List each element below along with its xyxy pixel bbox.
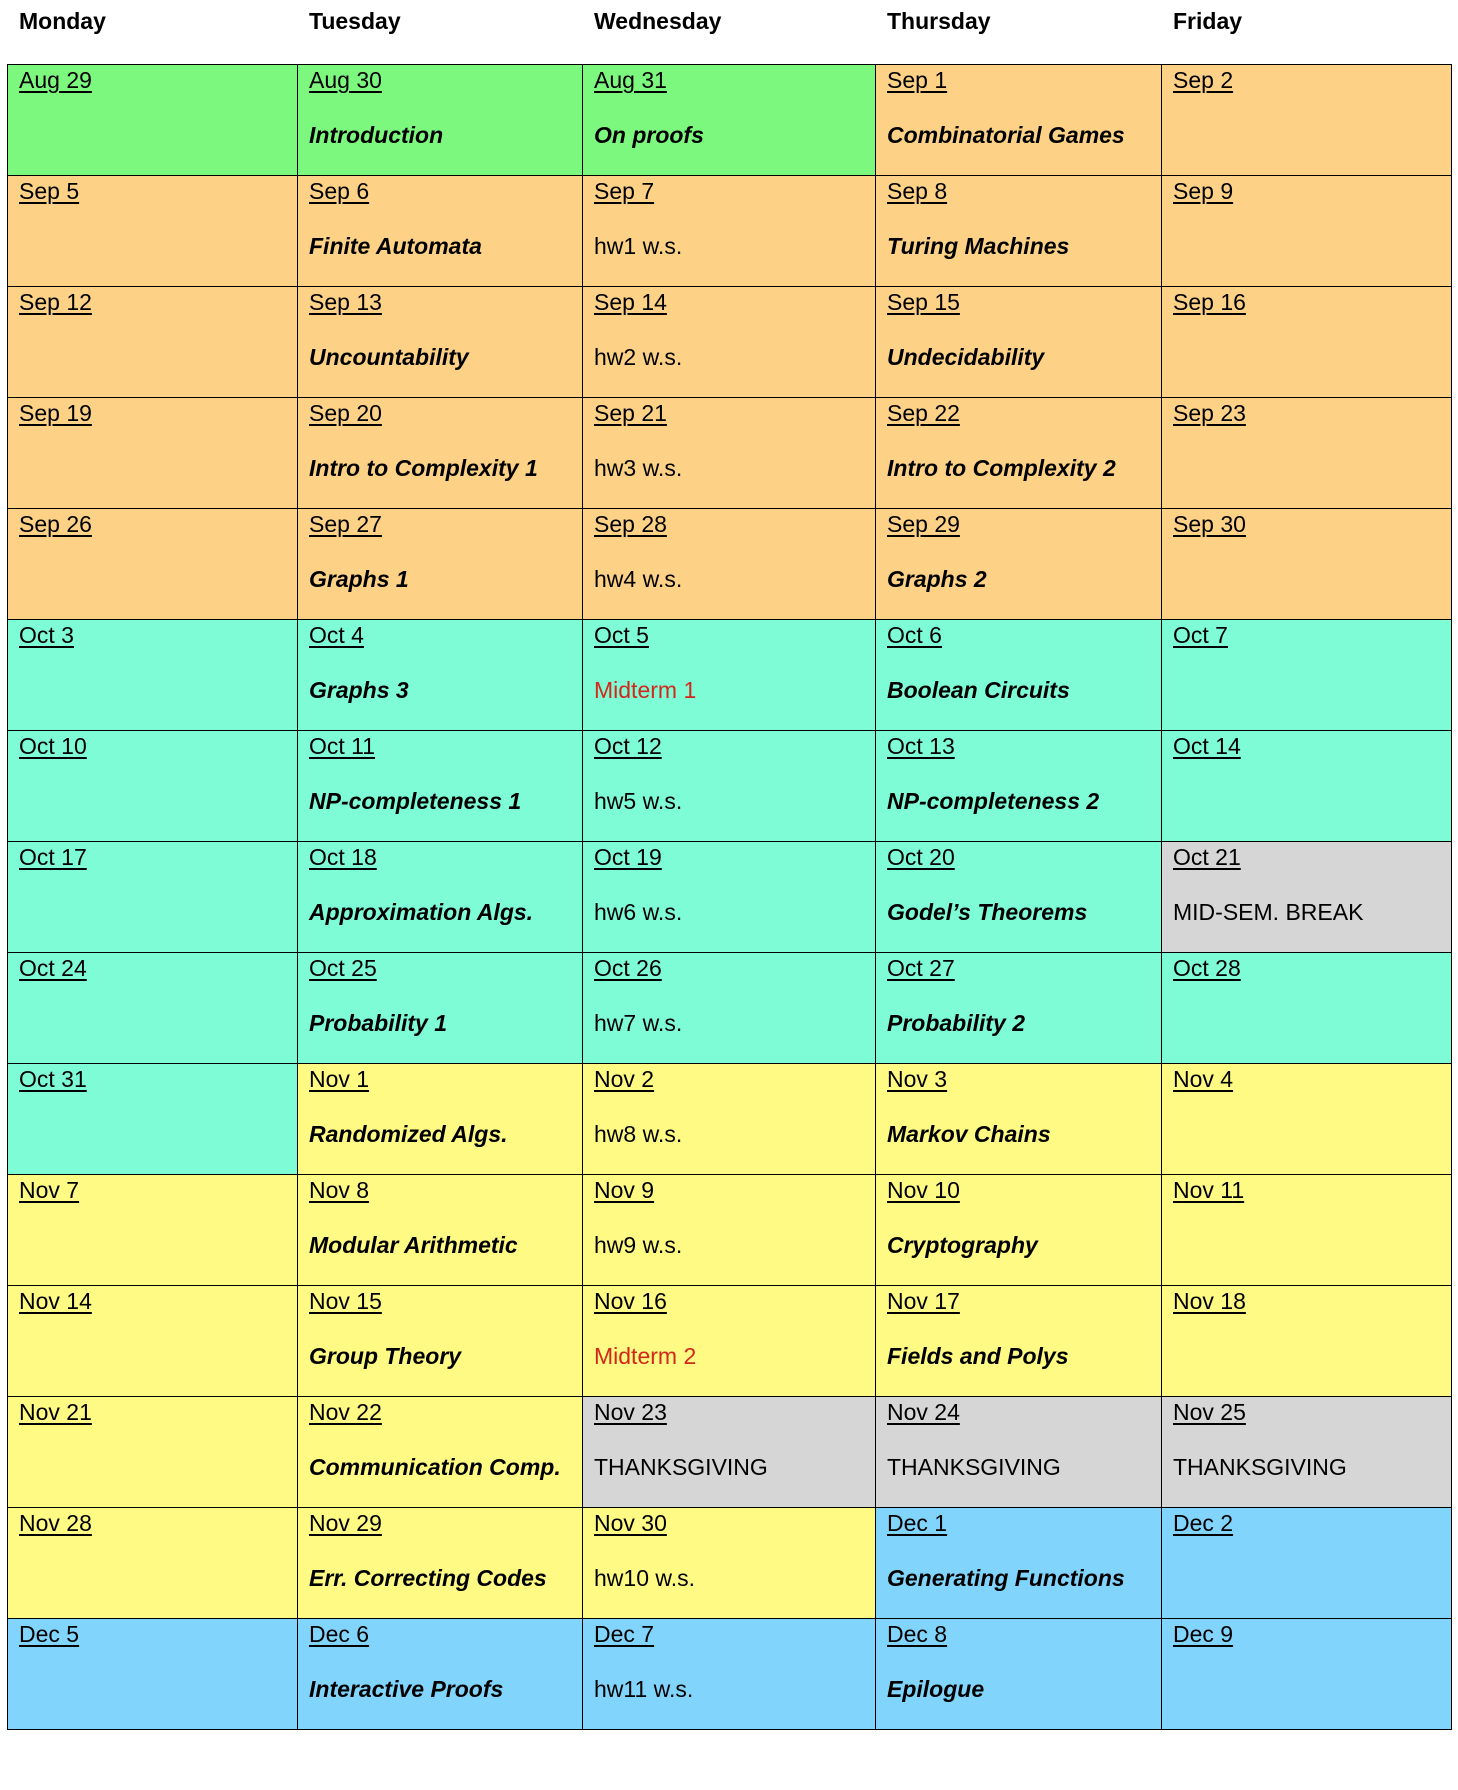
day-cell-wednesday: [583, 731, 876, 842]
day-cell-tuesday: [298, 1619, 583, 1730]
day-header-monday: Monday: [19, 8, 106, 34]
date-link[interactable]: Sep 30: [1173, 511, 1246, 537]
day-cell-wednesday: [583, 620, 876, 731]
date-link[interactable]: Aug 29: [19, 67, 92, 93]
date-link[interactable]: Oct 3: [19, 622, 74, 648]
day-cell-friday: [1162, 509, 1452, 620]
break-label: THANKSGIVING: [594, 1454, 768, 1480]
day-cell-friday: [1162, 731, 1452, 842]
day-cell-friday: [1162, 398, 1452, 509]
day-cell-friday: [1162, 1064, 1452, 1175]
date-link[interactable]: Dec 9: [1173, 1621, 1234, 1647]
day-cell-friday: [1162, 1508, 1452, 1619]
homework-note: hw2 w.s.: [594, 344, 683, 370]
date-link[interactable]: Oct 7: [1173, 622, 1228, 648]
day-cell-wednesday: [583, 1064, 876, 1175]
lecture-title: Undecidability: [887, 344, 1045, 370]
day-cell-tuesday: [298, 176, 583, 287]
date-link[interactable]: Oct 11: [309, 733, 376, 759]
week-row: [8, 1175, 1452, 1286]
week-row: [8, 287, 1452, 398]
homework-note: hw7 w.s.: [594, 1010, 683, 1036]
date-link[interactable]: Nov 10: [887, 1177, 960, 1203]
week-row: [8, 1064, 1452, 1175]
lecture-title: Generating Functions: [887, 1565, 1125, 1591]
day-cell-thursday: [876, 842, 1162, 953]
date-link[interactable]: Oct 31: [19, 1066, 87, 1092]
date-link[interactable]: Aug 30: [309, 67, 382, 93]
day-header-friday: Friday: [1173, 8, 1243, 34]
day-cell-monday: [8, 509, 298, 620]
lecture-title: Err. Correcting Codes: [309, 1565, 547, 1591]
day-cell-monday: [8, 731, 298, 842]
day-cell-thursday: [876, 1397, 1162, 1508]
date-link[interactable]: Oct 25: [309, 955, 377, 981]
day-cell-tuesday: [298, 1508, 583, 1619]
date-link[interactable]: Oct 12: [594, 733, 662, 759]
week-row: [8, 398, 1452, 509]
date-link[interactable]: Nov 29: [309, 1510, 382, 1536]
lecture-title: Communication Comp.: [309, 1454, 561, 1480]
day-cell-tuesday: [298, 398, 583, 509]
week-row: [8, 1619, 1452, 1730]
date-link[interactable]: Sep 19: [19, 400, 92, 426]
date-link[interactable]: Nov 24: [887, 1399, 960, 1425]
date-link[interactable]: Nov 1: [309, 1066, 370, 1092]
day-cell-tuesday: [298, 842, 583, 953]
date-link[interactable]: Oct 17: [19, 844, 87, 870]
date-link[interactable]: Dec 8: [887, 1621, 948, 1647]
lecture-title: Introduction: [309, 122, 444, 148]
date-link[interactable]: Oct 13: [887, 733, 955, 759]
lecture-title: Group Theory: [309, 1343, 462, 1369]
day-header-tuesday: Tuesday: [309, 8, 401, 34]
week-row: [8, 953, 1452, 1064]
day-cell-monday: [8, 287, 298, 398]
lecture-title: Uncountability: [309, 344, 469, 370]
lecture-title: Intro to Complexity 1: [309, 455, 538, 481]
day-cell-thursday: [876, 176, 1162, 287]
date-link[interactable]: Sep 9: [1173, 178, 1234, 204]
date-link[interactable]: Dec 5: [19, 1621, 80, 1647]
day-cell-friday: [1162, 953, 1452, 1064]
day-cell-thursday: [876, 398, 1162, 509]
date-link[interactable]: Sep 12: [19, 289, 92, 315]
day-cell-friday: [1162, 1175, 1452, 1286]
break-label: THANKSGIVING: [887, 1454, 1061, 1480]
week-row: [8, 509, 1452, 620]
lecture-title: Godel’s Theorems: [887, 899, 1088, 925]
midterm-label: Midterm 2: [594, 1343, 697, 1369]
day-cell-tuesday: [298, 620, 583, 731]
date-link[interactable]: Sep 13: [309, 289, 382, 315]
date-link[interactable]: Nov 22: [309, 1399, 382, 1425]
day-cell-thursday: [876, 1508, 1162, 1619]
homework-note: hw3 w.s.: [594, 455, 683, 481]
date-link[interactable]: Dec 6: [309, 1621, 370, 1647]
date-link[interactable]: Oct 28: [1173, 955, 1241, 981]
date-link[interactable]: Oct 10: [19, 733, 87, 759]
date-link[interactable]: Dec 1: [887, 1510, 948, 1536]
day-cell-friday: [1162, 1619, 1452, 1730]
day-cell-thursday: [876, 287, 1162, 398]
lecture-title: Markov Chains: [887, 1121, 1051, 1147]
day-cell-tuesday: [298, 953, 583, 1064]
day-header-thursday: Thursday: [887, 8, 991, 34]
date-link[interactable]: Nov 2: [594, 1066, 655, 1092]
day-cell-wednesday: [583, 1508, 876, 1619]
lecture-title: Probability 2: [887, 1010, 1026, 1036]
date-link[interactable]: Dec 2: [1173, 1510, 1234, 1536]
day-cell-wednesday: [583, 1286, 876, 1397]
day-cell-thursday: [876, 1064, 1162, 1175]
day-cell-tuesday: [298, 731, 583, 842]
day-cell-friday: [1162, 620, 1452, 731]
day-cell-monday: [8, 842, 298, 953]
date-link[interactable]: Nov 21: [19, 1399, 92, 1425]
day-cell-wednesday: [583, 842, 876, 953]
day-cell-monday: [8, 1397, 298, 1508]
lecture-title: Boolean Circuits: [887, 677, 1070, 703]
date-link[interactable]: Oct 5: [594, 622, 649, 648]
day-cell-wednesday: [583, 509, 876, 620]
date-link[interactable]: Sep 23: [1173, 400, 1246, 426]
day-cell-wednesday: [583, 1175, 876, 1286]
day-cell-monday: [8, 1175, 298, 1286]
homework-note: hw5 w.s.: [594, 788, 683, 814]
lecture-title: Graphs 1: [309, 566, 409, 592]
day-cell-wednesday: [583, 65, 876, 176]
schedule-table: [7, 64, 1452, 1730]
lecture-title: Finite Automata: [309, 233, 482, 259]
week-row: [8, 176, 1452, 287]
date-link[interactable]: Oct 4: [309, 622, 364, 648]
date-link[interactable]: Sep 26: [19, 511, 92, 537]
date-link[interactable]: Sep 14: [594, 289, 667, 315]
day-cell-monday: [8, 1064, 298, 1175]
date-link[interactable]: Nov 8: [309, 1177, 370, 1203]
date-link[interactable]: Sep 1: [887, 67, 948, 93]
date-link[interactable]: Aug 31: [594, 67, 667, 93]
date-link[interactable]: Sep 16: [1173, 289, 1246, 315]
day-cell-thursday: [876, 65, 1162, 176]
day-cell-friday: [1162, 1286, 1452, 1397]
homework-note: hw10 w.s.: [594, 1565, 695, 1591]
date-link[interactable]: Oct 6: [887, 622, 942, 648]
date-link[interactable]: Oct 26: [594, 955, 662, 981]
date-link[interactable]: Oct 27: [887, 955, 955, 981]
date-link[interactable]: Oct 24: [19, 955, 87, 981]
day-cell-friday: [1162, 287, 1452, 398]
day-cell-thursday: [876, 509, 1162, 620]
date-link[interactable]: Sep 6: [309, 178, 370, 204]
day-cell-monday: [8, 65, 298, 176]
date-link[interactable]: Sep 28: [594, 511, 667, 537]
day-cell-thursday: [876, 953, 1162, 1064]
lecture-title: Turing Machines: [887, 233, 1070, 259]
day-cell-wednesday: [583, 176, 876, 287]
date-link[interactable]: Nov 18: [1173, 1288, 1246, 1314]
day-cell-tuesday: [298, 509, 583, 620]
date-link[interactable]: Dec 7: [594, 1621, 655, 1647]
date-link[interactable]: Sep 21: [594, 400, 667, 426]
day-header-row: [7, 0, 1453, 64]
date-link[interactable]: Oct 21: [1173, 844, 1241, 870]
homework-note: hw4 w.s.: [594, 566, 683, 592]
homework-note: hw11 w.s.: [594, 1676, 694, 1702]
date-link[interactable]: Nov 7: [19, 1177, 80, 1203]
day-cell-monday: [8, 398, 298, 509]
day-cell-thursday: [876, 1175, 1162, 1286]
date-link[interactable]: Nov 28: [19, 1510, 92, 1536]
homework-note: hw1 w.s.: [594, 233, 683, 259]
date-link[interactable]: Nov 17: [887, 1288, 960, 1314]
lecture-title: On proofs: [594, 122, 704, 148]
day-cell-monday: [8, 176, 298, 287]
week-row: [8, 1508, 1452, 1619]
lecture-title: Graphs 3: [309, 677, 409, 703]
date-link[interactable]: Sep 27: [309, 511, 382, 537]
date-link[interactable]: Sep 20: [309, 400, 382, 426]
lecture-title: Randomized Algs.: [309, 1121, 508, 1147]
lecture-title: Modular Arithmetic: [309, 1232, 518, 1258]
day-cell-wednesday: [583, 1397, 876, 1508]
lecture-title: Approximation Algs.: [309, 899, 534, 925]
date-link[interactable]: Oct 19: [594, 844, 662, 870]
schedule-body: [8, 65, 1452, 1730]
day-cell-monday: [8, 620, 298, 731]
date-link[interactable]: Sep 2: [1173, 67, 1234, 93]
day-cell-friday: [1162, 842, 1452, 953]
lecture-title: Graphs 2: [887, 566, 987, 592]
day-cell-friday: [1162, 1397, 1452, 1508]
day-cell-monday: [8, 1508, 298, 1619]
day-cell-wednesday: [583, 398, 876, 509]
lecture-title: NP-completeness 2: [887, 788, 1100, 814]
date-link[interactable]: Sep 7: [594, 178, 655, 204]
day-cell-tuesday: [298, 1175, 583, 1286]
date-link[interactable]: Oct 14: [1173, 733, 1241, 759]
date-link[interactable]: Oct 18: [309, 844, 377, 870]
week-row: [8, 620, 1452, 731]
date-link[interactable]: Nov 25: [1173, 1399, 1246, 1425]
lecture-title: Cryptography: [887, 1232, 1038, 1258]
week-row: [8, 842, 1452, 953]
lecture-title: NP-completeness 1: [309, 788, 522, 814]
day-cell-monday: [8, 1619, 298, 1730]
date-link[interactable]: Sep 29: [887, 511, 960, 537]
midterm-label: Midterm 1: [594, 677, 697, 703]
lecture-title: Intro to Complexity 2: [887, 455, 1116, 481]
date-link[interactable]: Nov 9: [594, 1177, 655, 1203]
day-cell-thursday: [876, 620, 1162, 731]
break-label: MID-SEM. BREAK: [1173, 899, 1364, 925]
lecture-title: Epilogue: [887, 1676, 985, 1702]
week-row: [8, 731, 1452, 842]
week-row: [8, 65, 1452, 176]
date-link[interactable]: Nov 15: [309, 1288, 382, 1314]
date-link[interactable]: Sep 5: [19, 178, 80, 204]
day-cell-monday: [8, 953, 298, 1064]
day-cell-thursday: [876, 1619, 1162, 1730]
lecture-title: Fields and Polys: [887, 1343, 1069, 1369]
day-cell-wednesday: [583, 953, 876, 1064]
day-cell-thursday: [876, 731, 1162, 842]
date-link[interactable]: Nov 16: [594, 1288, 667, 1314]
day-cell-friday: [1162, 176, 1452, 287]
break-label: THANKSGIVING: [1173, 1454, 1347, 1480]
day-cell-thursday: [876, 1286, 1162, 1397]
week-row: [8, 1397, 1452, 1508]
day-header-wednesday: Wednesday: [594, 8, 722, 34]
date-link[interactable]: Oct 20: [887, 844, 955, 870]
homework-note: hw6 w.s.: [594, 899, 683, 925]
day-cell-tuesday: [298, 1286, 583, 1397]
day-cell-tuesday: [298, 1397, 583, 1508]
day-cell-tuesday: [298, 65, 583, 176]
day-cell-monday: [8, 1286, 298, 1397]
date-link[interactable]: Nov 30: [594, 1510, 667, 1536]
date-link[interactable]: Sep 15: [887, 289, 960, 315]
date-link[interactable]: Sep 8: [887, 178, 948, 204]
day-cell-friday: [1162, 65, 1452, 176]
lecture-title: Interactive Proofs: [309, 1676, 504, 1702]
day-cell-wednesday: [583, 287, 876, 398]
lecture-title: Probability 1: [309, 1010, 448, 1036]
day-cell-wednesday: [583, 1619, 876, 1730]
lecture-title: Combinatorial Games: [887, 122, 1125, 148]
week-row: [8, 1286, 1452, 1397]
date-link[interactable]: Nov 14: [19, 1288, 92, 1314]
day-cell-tuesday: [298, 1064, 583, 1175]
date-link[interactable]: Nov 4: [1173, 1066, 1234, 1092]
homework-note: hw9 w.s.: [594, 1232, 683, 1258]
homework-note: hw8 w.s.: [594, 1121, 683, 1147]
date-link[interactable]: Nov 3: [887, 1066, 948, 1092]
date-link[interactable]: Sep 22: [887, 400, 960, 426]
date-link[interactable]: Nov 11: [1173, 1177, 1245, 1203]
date-link[interactable]: Nov 23: [594, 1399, 667, 1425]
day-cell-tuesday: [298, 287, 583, 398]
